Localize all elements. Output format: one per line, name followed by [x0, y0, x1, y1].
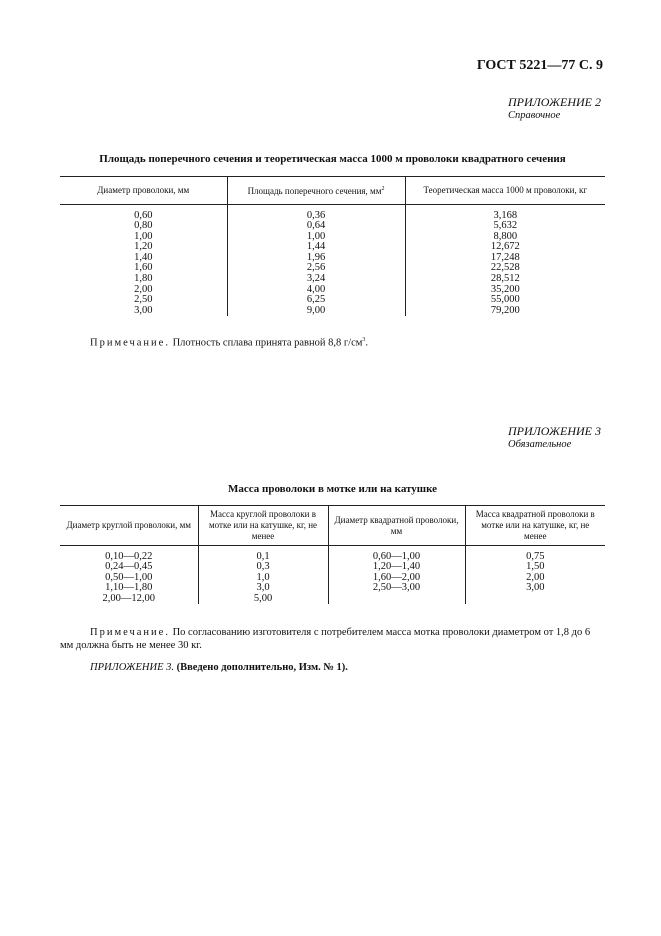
column-header: Диаметр квадратной проволоки, мм — [328, 506, 465, 546]
appendix-3-title: ПРИЛОЖЕНИЕ 3 — [508, 424, 601, 438]
table-1-title: Площадь поперечного сечения и теоретическая масса 1000 м проволоки квадратного сечения — [99, 153, 566, 165]
table-row: 0,24—0,45 0,3 1,20—1,40 1,50 — [60, 562, 605, 573]
table-row: 2,00 4,00 35,200 — [60, 285, 605, 296]
table-row: 1,60 2,56 22,528 — [60, 263, 605, 274]
table-row: 0,10—0,22 0,1 0,60—1,00 0,75 — [60, 552, 605, 563]
column-header: Масса квадратной проволоки в мотке или на катушке, кг, не менее — [465, 506, 605, 546]
amendment-text: (Введено дополнительно, Изм. № 1). — [176, 662, 348, 673]
table-row: 1,20 1,44 12,672 — [60, 242, 605, 253]
appendix-3-subtitle: Обязательное — [508, 439, 572, 450]
amendment-ref: ПРИЛОЖЕНИЕ 3. — [90, 662, 174, 673]
note-label: Примечание. — [90, 337, 170, 349]
table-row: 0,50—1,00 1,0 1,60—2,00 2,00 — [60, 573, 605, 584]
appendix-2-subtitle: Справочное — [508, 110, 561, 121]
column-header: Масса круглой проволоки в мотке или на катушке, кг, не менее — [198, 506, 328, 546]
column-header: Теоретическая масса 1000 м проволоки, кг — [405, 177, 605, 205]
table-row: 2,00—12,00 5,00 — [60, 594, 605, 605]
appendix-3-heading — [508, 424, 601, 450]
column-header: Диаметр круглой проволоки, мм — [60, 506, 198, 546]
note-label: Примечание. — [90, 627, 170, 638]
page-header: ГОСТ 5221—77 С. 9 — [476, 58, 603, 73]
table-2-note — [60, 626, 605, 652]
note-text: По согласованию изготовителя с потребителем масса мотка проволоки диаметром от 1,8 до 6 мм должна быть не менее 30 кг. — [60, 627, 591, 651]
table-row: 1,00 1,00 8,800 — [60, 232, 605, 243]
table-row: 0,60 0,36 3,168 — [60, 211, 605, 222]
amendment-note — [90, 661, 348, 674]
appendix-2-heading — [508, 95, 601, 121]
table-2-title: Масса проволоки в мотке или на катушке — [227, 483, 438, 495]
appendix-2-title: ПРИЛОЖЕНИЕ 2 — [508, 95, 601, 109]
table-row: 1,10—1,80 3,0 2,50—3,00 3,00 — [60, 583, 605, 594]
table-1-note: Примечание. Плотность сплава принята равной 8,8 $г/см^3$. — [90, 337, 369, 349]
table-row: 0,80 0,64 5,632 — [60, 221, 605, 232]
coil-mass-table — [60, 505, 605, 604]
note-text: Плотность сплава принята равной 8,8 г/см — [172, 337, 363, 349]
cross-section-table — [60, 176, 605, 316]
table-row: 3,00 9,00 79,200 — [60, 306, 605, 317]
table-row: 1,80 3,24 28,512 — [60, 274, 605, 285]
column-header: Диаметр проволоки, мм — [60, 177, 227, 205]
table-row: 1,40 1,96 17,248 — [60, 253, 605, 264]
column-header: Площадь поперечного сечения, $мм^2$ — [227, 177, 405, 205]
table-row: 2,50 6,25 55,000 — [60, 295, 605, 306]
